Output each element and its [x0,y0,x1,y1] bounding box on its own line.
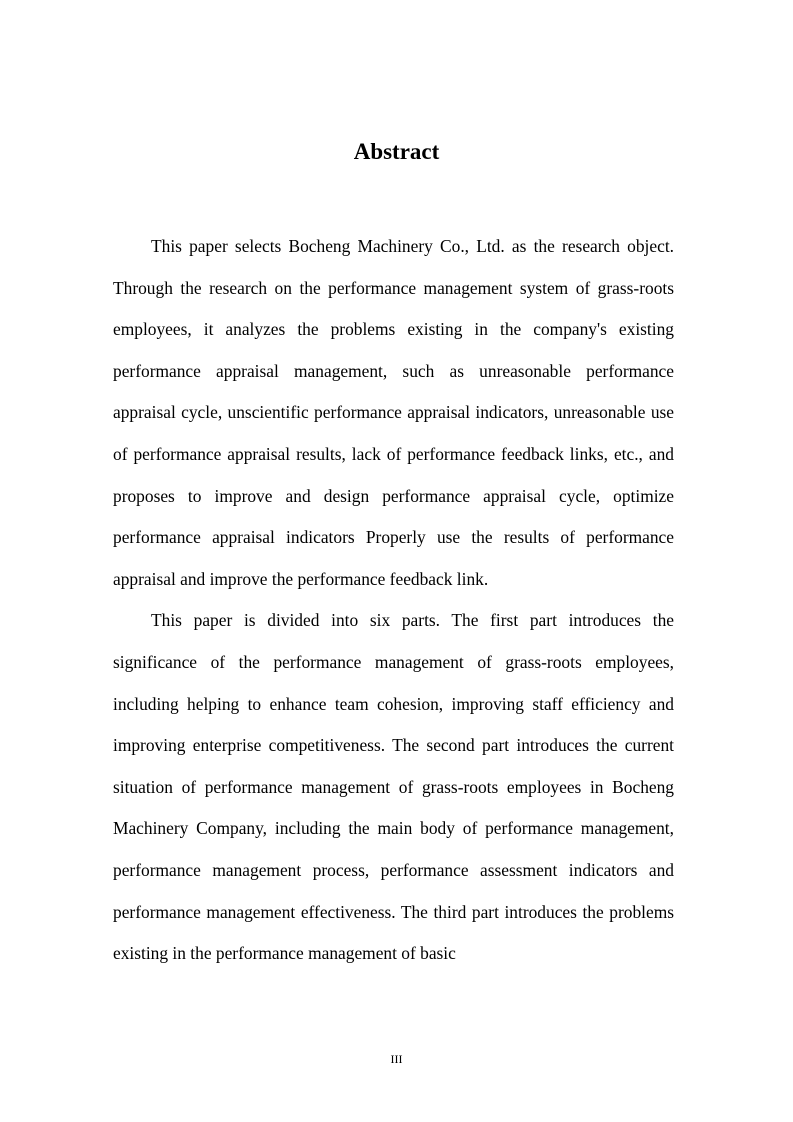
abstract-paragraph-2: This paper is divided into six parts. The first part introduces the significance of the performance management of grass-roots employees, including helping to enhance team cohesion, improving staff efficiency and improving enterprise competitiveness. The second part introduces the current situation of performance management of grass-roots employees in Bocheng Machinery Company, including the main body of performance management, performance management process, performance assessment indicators and performance management effectiveness. The third part introduces the problems existing in the performance management of basic [113,610,674,964]
abstract-body [113,226,674,975]
abstract-paragraph-1: This paper selects Bocheng Machinery Co., Ltd. as the research object. Through the research on the performance management system of grass-roots employees, it analyzes the problems existing in the company's existing performance appraisal management, such as unreasonable performance appraisal cycle, unscientific performance appraisal indicators, unreasonable use of performance appraisal results, lack of performance feedback links, etc., and proposes to improve and design performance appraisal cycle, optimize performance appraisal indicators Properly use the results of performance appraisal and improve the performance feedback link. [113,236,674,589]
page-number: III [390,1052,403,1066]
abstract-title: Abstract [353,139,440,164]
